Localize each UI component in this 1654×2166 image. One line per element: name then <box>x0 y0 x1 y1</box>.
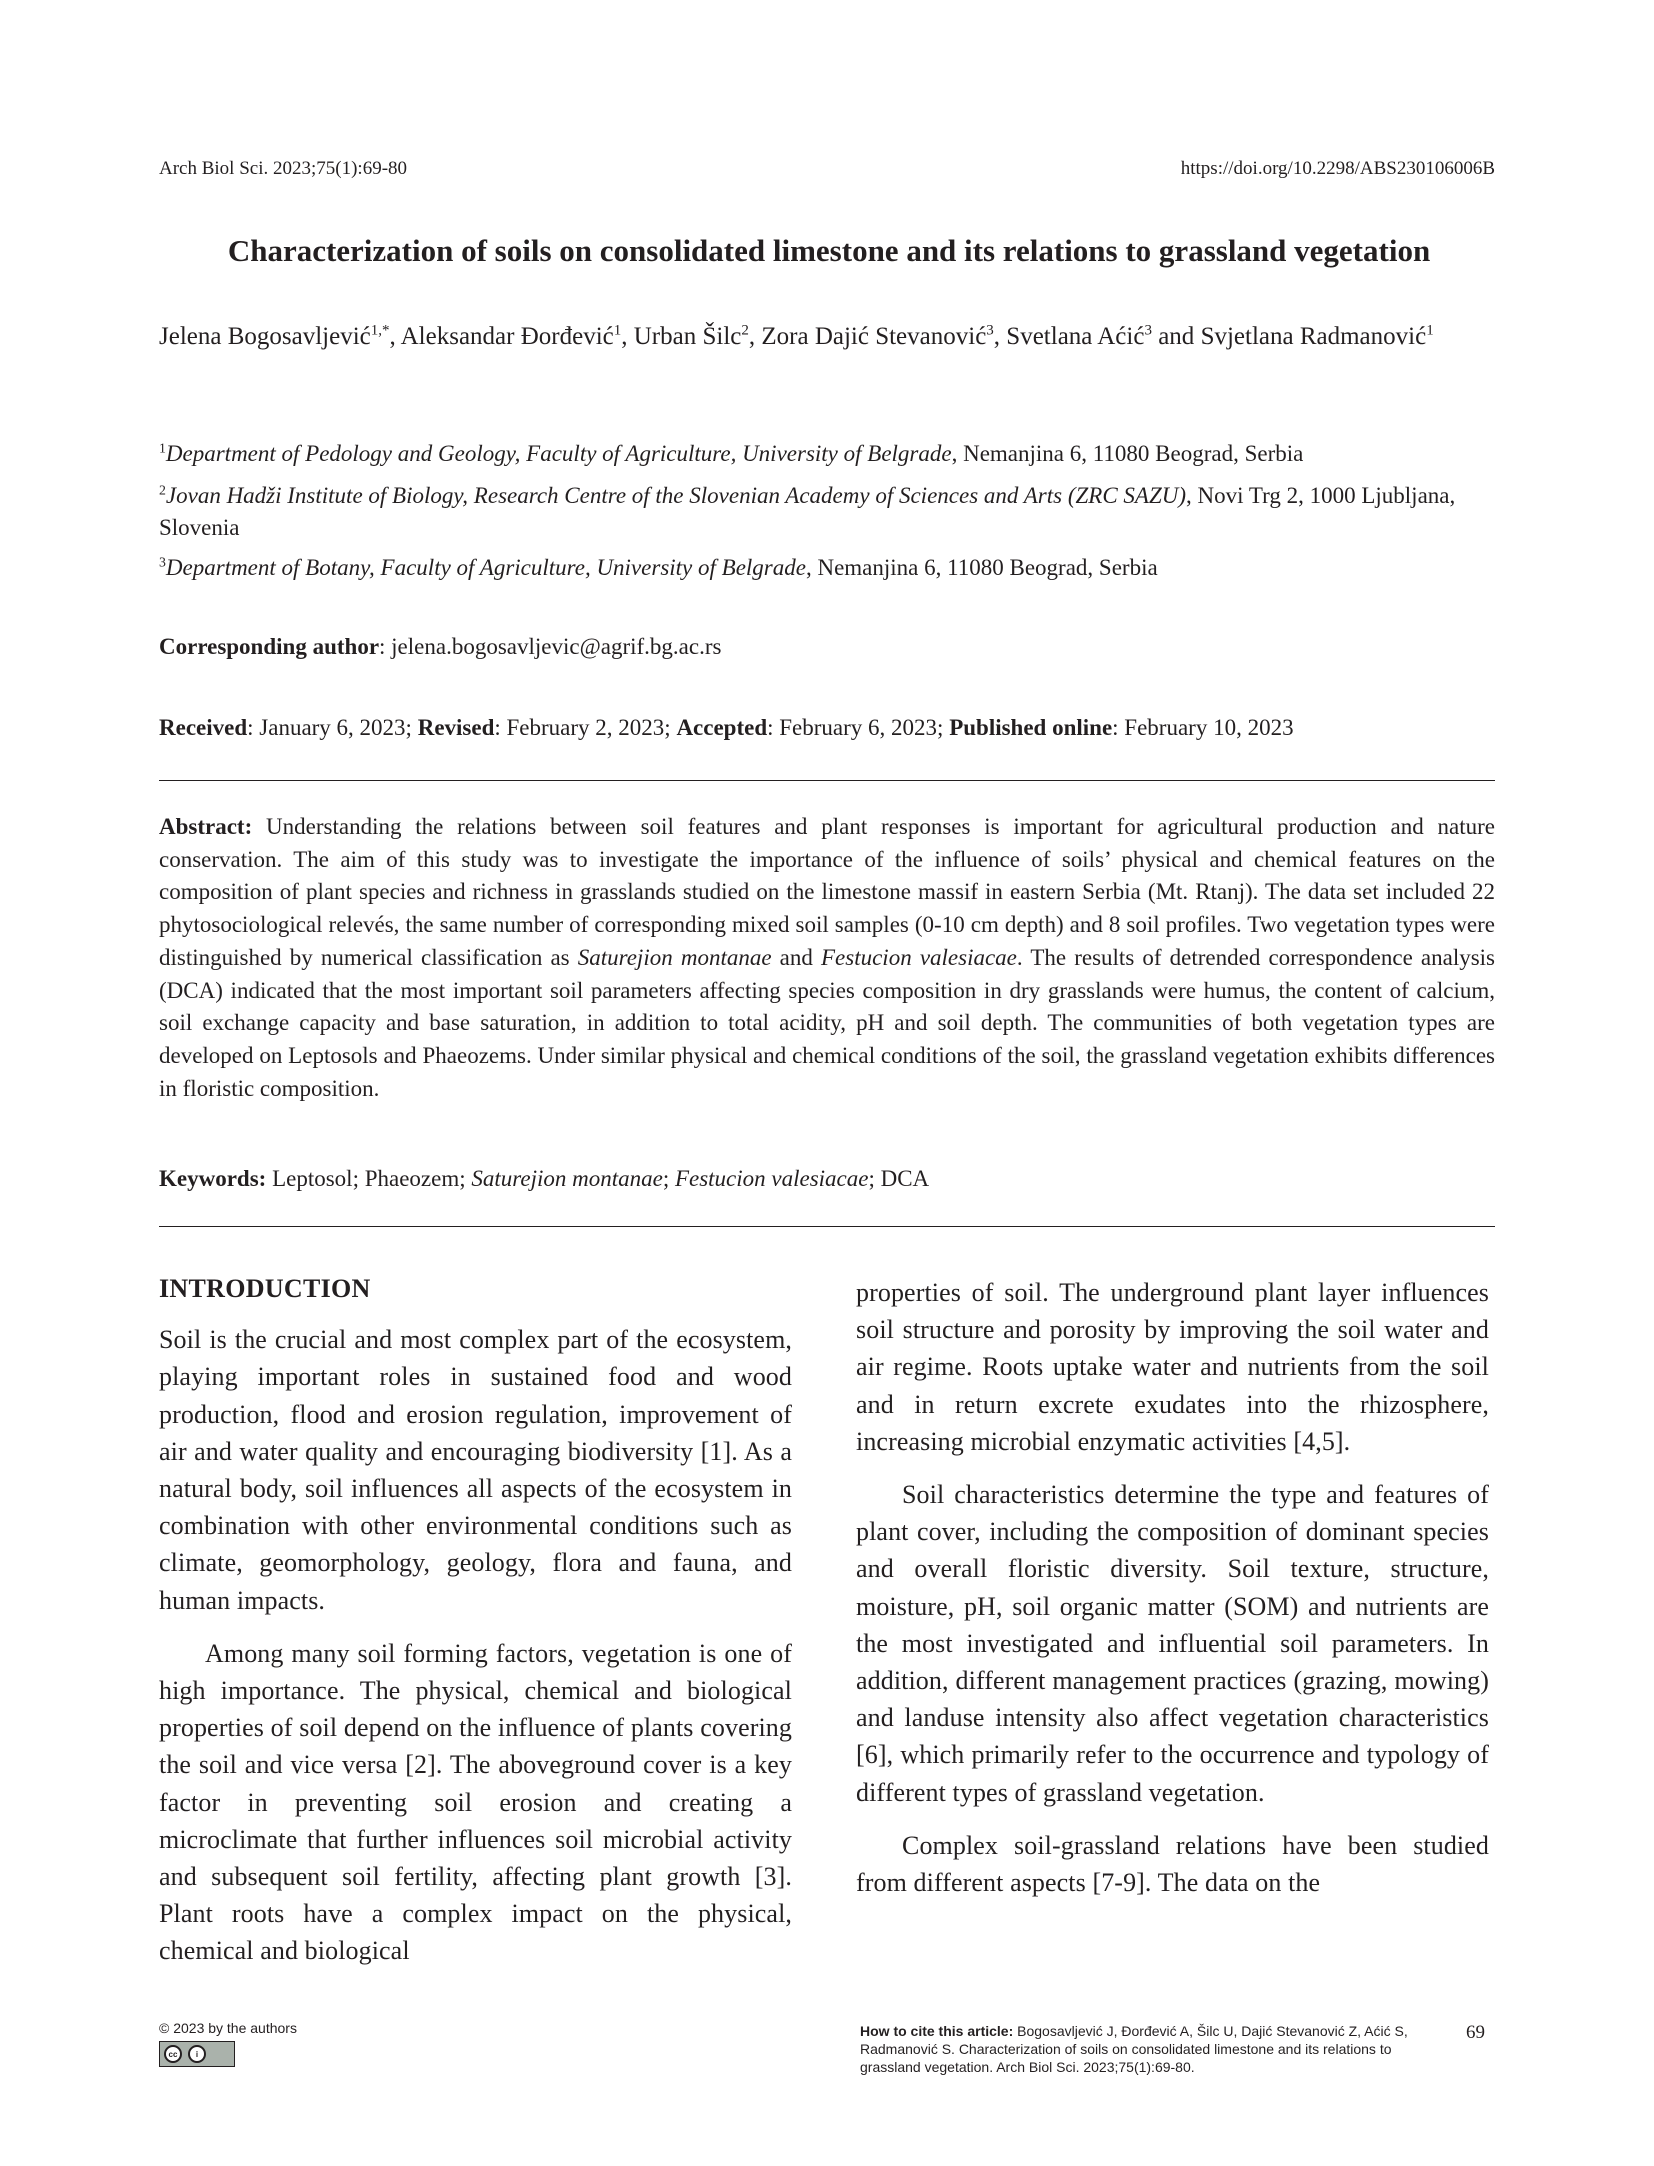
cc-icon: cc <box>164 2045 182 2063</box>
citation-box: How to cite this article: Bogosavljević J, Đorđević A, Šilc U, Dajić Stevanović Z, Aćić S, Radmanović S. Characterization of soils on consolidated limestone and its relations to grassland vegetation. Arch Biol Sci. 2023;75(1):69-80. <box>860 2023 1408 2075</box>
article-title: Characterization of soils on consolidated limestone and its relations to grassland vegetation <box>227 233 1431 268</box>
keywords-label: Keywords: <box>159 1166 267 1191</box>
keywords: Keywords: Leptosol; Phaeozem; Saturejion montanae; Festucion valesiacae; DCA <box>159 1166 930 1191</box>
corresponding-author: Corresponding author: jelena.bogosavljevic@agrif.bg.ac.rs <box>159 634 722 659</box>
journal-reference: Arch Biol Sci. 2023;75(1):69-80 <box>159 158 408 179</box>
abstract-label: Abstract: <box>159 814 253 839</box>
section-heading-introduction: INTRODUCTION <box>159 1274 371 1303</box>
author-1[interactable]: Jelena Bogosavljević$^{1,*}$ <box>159 322 390 350</box>
page-number: 69 <box>1466 2022 1485 2043</box>
author-4[interactable]: Zora Dajić Stevanović$^3$ <box>761 322 994 350</box>
author-3[interactable]: Urban Šilc$^2$ <box>633 322 749 350</box>
paragraph: Among many soil forming factors, vegetation is one of high importance. The physical, chemical and biological properties of soil depend on the influence of plants covering the soil and vice versa [2]. The aboveground cover is a key factor in preventing soil erosion and creating a microclimate that further influences soil microbial activity and subsequent soil fertility, affecting plant growth [3]. Plant roots have a complex impact on the physical, chemical and biological <box>159 1638 792 1966</box>
article-dates: Received: January 6, 2023; Revised: February 2, 2023; Accepted: February 6, 2023; Published online: February 10, 2023 <box>159 715 1294 740</box>
author-2[interactable]: Aleksandar Đorđević$^1$ <box>400 322 622 350</box>
divider-top <box>159 780 1495 781</box>
cc-by-icon[interactable] <box>159 2041 235 2067</box>
paragraph: Soil characteristics determine the type and features of plant cover, including the composition of dominant species and overall floristic diversity. Soil texture, structure, moisture, pH, soil organic matter (SOM) and nutrients are the most investigated and influential soil parameters. In addition, different management practices (grazing, mowing) and landuse intensity also affect vegetation characteristics [6], which primarily refer to the occurrence and typology of different types of grassland vegetation. <box>856 1480 1489 1807</box>
abstract: Abstract: Understanding the relations between soil features and plant responses is important for agricultural production and nature conservation. The aim of this study was to investigate the importance of the influence of soils’ physical and chemical features on the composition of plant species and richness in grasslands studied on the limestone massif in eastern Serbia (Mt. Rtanj). The data set included 22 phytosociological relevés, the same number of corresponding mixed soil samples (0-10 cm depth) and 8 soil profiles. Two vegetation types were distinguished by numerical classification as Saturejion montanae and Festucion valesiacae. The results of detrended correspondence analysis (DCA) indicated that the most important soil parameters affecting species composition in dry grasslands were humus, the content of calcium, soil exchange capacity and base saturation, in addition to total acidity, pH and soil depth. The communities of both vegetation types are developed on Leptosols and Phaeozems. Under similar physical and chemical conditions of the soil, the grassland vegetation exhibits differences in floristic composition. <box>159 814 1495 1101</box>
body-column-right <box>856 1274 1489 1901</box>
author-5[interactable]: Svetlana Aćić$^3$ <box>1006 322 1152 350</box>
author-list: Jelena Bogosavljević$^{1,*}$, Aleksandar Đorđević$^1$, Urban Šilc$^2$, Zora Dajić Stevanović$^3$, Svetlana Aćić$^3$ and Svjetlana Radmanović$^1$ <box>159 322 1434 350</box>
attribution-icon: i <box>188 2045 206 2063</box>
affiliation-1: $^1$Department of Pedology and Geology, Faculty of Agriculture, University of Belgrade, Nemanjina 6, 11080 Beograd, Serbia <box>159 440 1304 466</box>
copyright-notice: © 2023 by the authors <box>159 2020 297 2036</box>
divider-bottom <box>159 1226 1495 1227</box>
paragraph: properties of soil. The underground plant layer influences soil structure and porosity by improving the soil water and air regime. Roots uptake water and nutrients from the soil and in return excrete exudates into the rhizosphere, increasing microbial enzymatic activities [4,5]. <box>856 1278 1489 1456</box>
paragraph: Complex soil-grassland relations have been studied from different aspects [7-9]. The data on the <box>856 1830 1489 1898</box>
author-6[interactable]: Svjetlana Radmanović$^1$ <box>1200 322 1434 350</box>
affiliation-2: $^2$Jovan Hadži Institute of Biology, Research Centre of the Slovenian Academy of Sciences and Arts (ZRC SAZU), Novi Trg 2, 1000 Ljubljana, Slovenia <box>159 482 1456 540</box>
paragraph: Soil is the crucial and most complex part of the ecosystem, playing important roles in sustained food and wood production, flood and erosion regulation, improvement of air and water quality and encouraging biodiversity [1]. As a natural body, soil influences all aspects of the ecosystem in combination with other environmental conditions such as climate, geomorphology, geology, flora and fauna, and human impacts. <box>159 1325 792 1615</box>
doi-link[interactable]: https://doi.org/10.2298/ABS230106006B <box>1180 158 1495 179</box>
affiliation-3: $^3$Department of Botany, Faculty of Agriculture, University of Belgrade, Nemanjina 6, 11080 Beograd, Serbia <box>159 554 1158 580</box>
corresponding-email[interactable]: : jelena.bogosavljevic@agrif.bg.ac.rs <box>379 634 722 659</box>
body-column-left <box>159 1270 792 1970</box>
